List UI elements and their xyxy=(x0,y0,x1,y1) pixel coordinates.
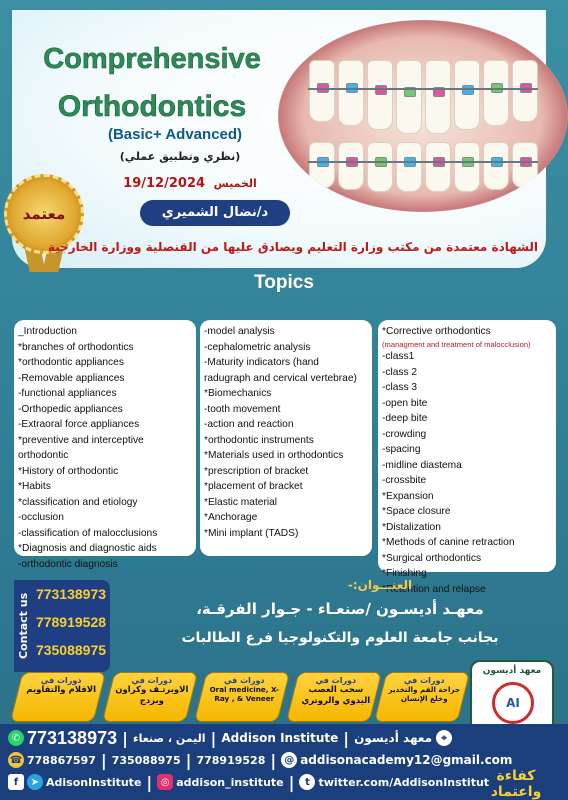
list-item: *Biomechanics xyxy=(204,388,272,399)
whatsapp-icon: ✆ xyxy=(8,730,24,746)
institute-name-en: Addison Institute xyxy=(221,731,339,745)
list-item: *Space closure xyxy=(382,506,451,518)
list-item: *placement of bracket xyxy=(204,481,303,492)
list-item: -spacing xyxy=(382,444,421,456)
list-item: *History of orthodontic xyxy=(18,465,119,477)
phone-number[interactable]: 778867597 xyxy=(27,753,96,767)
date-row xyxy=(100,176,280,191)
facebook-icon: f xyxy=(8,774,24,790)
instructor-name: د/نضال الشميري xyxy=(140,200,290,226)
list-item: *Mini implant (TADS) xyxy=(204,527,299,539)
topics-heading: Topics xyxy=(254,272,314,293)
panel-note: (managment and treatment of malocclusion) xyxy=(382,339,531,349)
course-badges xyxy=(8,672,464,724)
list-item: -midline diastema xyxy=(382,459,462,471)
list-item: *Surgical orthodontics xyxy=(382,552,482,564)
address-line1: معهـد أديسـون /صنعـاء - جـوار الفرقـة، xyxy=(196,600,484,618)
main-phone[interactable]: 773138973 xyxy=(27,727,118,748)
institute-slogan: كفاءة واعتماد xyxy=(490,768,542,800)
list-item: -Maturity indicators (hand radugraph and cervical vertebrae) xyxy=(204,357,357,384)
topics-panel-left xyxy=(14,320,196,570)
logo-mark-icon xyxy=(492,682,534,724)
logo-mark-text: AI xyxy=(506,696,520,710)
list-item: -classification of malocclusions xyxy=(18,527,158,539)
course-badge-text: Oral medicine, X-Ray , & Veneer xyxy=(209,685,279,703)
list-item: *Materials used in orthodontics xyxy=(204,450,344,461)
list-item: *Anchorage xyxy=(204,512,258,523)
course-badge xyxy=(286,672,382,722)
list-item: -action and reaction xyxy=(204,419,294,430)
list-item: -model analysis xyxy=(204,326,275,337)
list-item: *orthodontic instruments xyxy=(204,434,314,446)
list-item: -crowding xyxy=(382,428,427,440)
list-item: -open bite xyxy=(382,397,428,409)
telegram-icon: ➤ xyxy=(27,774,43,790)
footer-row-1: ✆ 773138973 | اليمن ، صنعاء | Addison Institute | معهد أديسون ⌖ xyxy=(8,728,560,748)
phone-number[interactable]: 778919528 xyxy=(35,614,107,630)
course-badge xyxy=(10,672,106,722)
list-item: *Habits xyxy=(18,481,51,492)
contact-us-label: Contact us xyxy=(14,580,34,672)
institute-name-ar: معهد أديسون xyxy=(354,731,433,745)
list-item: *Expansion xyxy=(382,490,434,502)
course-badge-text: جراحة الفم والتخدير وخلع الإنسان xyxy=(388,685,461,703)
list-item: -tooth movement xyxy=(204,403,281,415)
address-line2: بجانب جامعة العلوم والتكنولوجيا فرع الطالبات xyxy=(181,630,499,646)
twitter-link[interactable]: twitter.com/AddisonInstitut xyxy=(318,775,490,789)
seal-text: معتمد xyxy=(22,205,66,223)
phone-number[interactable]: 735088975 xyxy=(111,753,181,767)
email-address[interactable]: addisonacademy12@gmail.com xyxy=(300,753,513,767)
list-item: -class 3 xyxy=(382,382,418,394)
list-item: *Methods of canine retraction xyxy=(382,537,515,549)
course-badge-label: دورات في xyxy=(131,676,173,685)
list-item: *Finishing xyxy=(382,568,427,580)
certificate-note: الشهادة معتمدة من مكتب وزارة التعليم ويصادق عليها من القنصلية ووزارة الخارجية xyxy=(47,240,538,254)
list-item: -Removable appliances xyxy=(18,372,125,384)
course-badge-label: دورات في xyxy=(315,676,357,685)
footer-row-2: ☎ 778867597 | 735088975 | 778919528 | @ addisonacademy12@gmail.com xyxy=(9,750,513,770)
phone-number[interactable]: 735088975 xyxy=(35,642,107,658)
course-badge-label: دورات في xyxy=(223,676,265,685)
course-badge xyxy=(194,672,290,722)
list-item: orthodontic xyxy=(18,450,69,461)
instagram-icon: ◎ xyxy=(157,774,173,790)
list-item: *preventive and interceptive xyxy=(18,434,144,446)
contact-phones xyxy=(32,580,110,672)
course-date: 19/12/2024 xyxy=(123,176,206,191)
address-label: العنـــوان:- xyxy=(347,578,413,592)
email-icon: @ xyxy=(281,752,297,768)
course-badge-text: سحب العصب اليدوي والروتري xyxy=(301,685,371,706)
list-item: -orthodontic diagnosis xyxy=(18,558,118,570)
list-item: *Retention and relapse xyxy=(382,583,486,595)
list-item: -Orthopedic appliances xyxy=(18,403,123,415)
list-item: *Distalization xyxy=(382,521,441,533)
list-item: *branches of orthodontics xyxy=(18,341,134,353)
location-pin-icon: ⌖ xyxy=(436,730,452,746)
list-item: -cephalometric analysis xyxy=(204,341,311,353)
instagram-handle[interactable]: addison_institute xyxy=(176,775,284,789)
course-badge xyxy=(102,672,198,722)
list-item: -occlusion xyxy=(18,512,64,523)
course-badge-text: الاقلام والتقاويم xyxy=(26,685,97,695)
topics-panel-middle xyxy=(200,320,372,556)
list-item: _Introduction xyxy=(18,326,77,337)
list-item: *orthodontic appliances xyxy=(18,357,124,368)
panel-title: *Corrective orthodontics xyxy=(382,326,491,337)
course-title-line1: Comprehensive xyxy=(43,43,261,75)
list-item: -functional appliances xyxy=(18,388,117,399)
city: اليمن ، صنعاء xyxy=(132,731,206,745)
footer-row-3: f ➤ AdisonInstitute | ◎ addison_institute | t twitter.com/AddisonInstitut xyxy=(8,772,560,792)
arabic-subtitle: (نظري وتطبيق عملي) xyxy=(119,150,241,163)
list-item: -crossbite xyxy=(382,475,427,487)
course-badge-text: الاوبرتـف وكراون وبردج xyxy=(115,685,189,706)
course-level: (Basic+ Advanced) xyxy=(107,126,243,143)
course-day: الخميس xyxy=(213,177,257,190)
course-badge-label: دورات في xyxy=(403,676,445,685)
course-title-line2: Orthodontics xyxy=(57,90,247,123)
list-item: *Elastic material xyxy=(204,496,278,508)
braces-photo xyxy=(278,20,568,212)
phone-number[interactable]: 773138973 xyxy=(35,586,107,602)
list-item: -class1 xyxy=(382,351,415,363)
list-item: *Diagnosis and diagnostic aids xyxy=(18,543,157,554)
phone-number[interactable]: 778919528 xyxy=(196,753,266,767)
facebook-handle[interactable]: AdisonInstitute xyxy=(46,775,142,789)
list-item: -Extraoral force appliances xyxy=(18,419,140,430)
list-item: -class 2 xyxy=(382,366,418,378)
course-badge xyxy=(374,672,470,722)
course-badge-label: دورات في xyxy=(40,676,82,685)
list-item: *classification and etiology xyxy=(18,496,138,508)
logo-top-text: معهد أديسون xyxy=(482,666,542,676)
list-item: -deep bite xyxy=(382,413,428,425)
list-item: *prescription of bracket xyxy=(204,465,309,477)
phone-icon: ☎ xyxy=(8,752,24,768)
twitter-icon: t xyxy=(299,774,315,790)
